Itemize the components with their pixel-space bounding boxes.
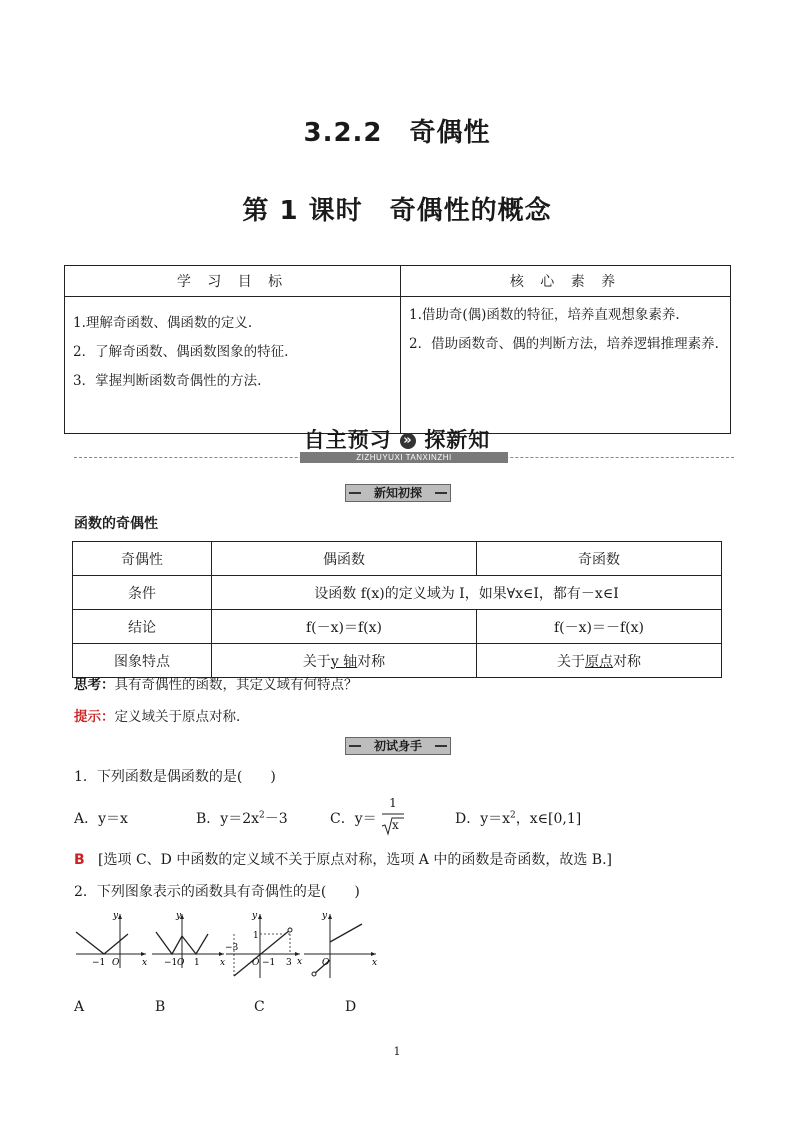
page-number: 1: [393, 1045, 401, 1058]
graph-d-open-point: [312, 972, 316, 976]
graph-b-tick-pos: 1: [194, 958, 200, 968]
graph-a: [74, 908, 152, 970]
tag-first-try: 初试身手: [345, 737, 451, 755]
conclusion-label: 结论: [73, 610, 212, 644]
condition-text: 设函数 f(x)的定义域为 I，如果∀x∈I，都有－x∈I: [212, 576, 722, 610]
think-text: 具有奇偶性的函数，其定义域有何特点？: [114, 677, 358, 693]
literacy-item: 2．借助函数奇、偶的判断方法，培养逻辑推理素养.: [409, 336, 719, 352]
graph-b-x-label: x: [220, 958, 226, 968]
graph-d: [302, 908, 380, 980]
q1-option-d: [455, 808, 581, 828]
q1-explanation: [选项 C、D 中函数的定义域不关于原点对称，选项 A 中的函数是奇函数，故选 B.]: [98, 852, 612, 868]
graph-a-origin: O: [112, 958, 120, 968]
q1-stem: 1．下列函数是偶函数的是( ): [74, 769, 276, 785]
q1-option-c-denominator: x: [392, 818, 399, 832]
q1-option-d-pre: D．y＝x: [455, 811, 511, 827]
graph-c-tick-1: 1: [253, 931, 259, 941]
graph-label-b: B: [155, 999, 166, 1015]
odd-feature-key: 原点: [585, 653, 613, 670]
feature-label: 图象特点: [73, 644, 212, 678]
hint-label: 提示：: [74, 709, 115, 725]
graph-c: [224, 908, 304, 980]
graph-b: [150, 908, 228, 970]
even-feature-key: y 轴: [330, 653, 358, 670]
banner-arrow-icon: »: [400, 433, 416, 449]
literacy-cell: [401, 297, 731, 434]
q1-option-d-post: ，x∈[0,1]: [515, 811, 582, 827]
even-feature-post: 对称: [357, 653, 386, 670]
q1-option-a: A．y＝x: [74, 811, 128, 827]
odd-conclusion: f(－x)＝－f(x): [477, 610, 722, 644]
graph-c-curve: [234, 930, 290, 976]
q1-option-b-pre: B．y＝2x: [196, 811, 259, 827]
hint-line: [74, 705, 240, 725]
objectives-header: 学 习 目 标: [65, 266, 401, 297]
q1-answer: B: [74, 852, 85, 868]
graph-c-x-label: x: [297, 957, 303, 967]
q1-option-d-sup: 2: [510, 810, 516, 821]
odd-feature-post: 对称: [613, 653, 641, 670]
graph-c-tick-neg1: −1: [262, 958, 276, 968]
q1-option-c-numerator: 1: [389, 796, 397, 810]
banner-title-sub: 探新知: [424, 428, 491, 452]
graph-c-origin: O: [252, 958, 260, 968]
parity-header-cell: 奇函数: [477, 542, 722, 576]
q2-stem: 2．下列图象表示的函数具有奇偶性的是( ): [74, 884, 360, 900]
graph-a-tick: −1: [92, 958, 106, 968]
parity-header-cell: 奇偶性: [73, 542, 212, 576]
literacy-item: 1.借助奇(偶)函数的特征，培养直观想象素养.: [409, 307, 680, 323]
graph-a-x-label: x: [142, 958, 148, 968]
graph-label-c: C: [254, 999, 265, 1015]
graph-d-x-label: x: [372, 958, 378, 968]
banner-title: [0, 424, 794, 454]
graph-label-a: A: [74, 999, 85, 1015]
graph-c-tick-3: 3: [286, 958, 292, 968]
graph-b-tick-neg: −1: [164, 958, 178, 968]
q1-option-b: [196, 808, 288, 828]
graph-c-tick-neg3: −3: [225, 943, 239, 953]
tag-new-knowledge: 新知初探: [345, 484, 451, 502]
q1-option-b-sup: 2: [259, 810, 265, 821]
graph-d-curve-right: [330, 924, 362, 942]
objective-item: 1.理解奇函数、偶函数的定义.: [73, 315, 253, 331]
banner-title-main: 自主预习: [303, 428, 392, 452]
graph-c-y-label: y: [252, 911, 258, 921]
objectives-cell: [65, 297, 401, 434]
q1-answer-line: [74, 849, 612, 869]
parity-header-cell: 偶函数: [212, 542, 477, 576]
section-title: 3.2.2 奇偶性: [303, 118, 491, 148]
graph-b-origin: O: [177, 958, 185, 968]
odd-feature: [477, 644, 722, 678]
even-feature-pre: 关于: [302, 653, 331, 670]
q1-option-c: C．y＝: [330, 811, 377, 827]
banner-pinyin: ZIZHUYUXI TANXINZHI: [300, 452, 508, 463]
graph-b-y-label: y: [176, 911, 182, 921]
parity-section-title: 函数的奇偶性: [74, 516, 158, 532]
odd-feature-pre: 关于: [557, 653, 585, 670]
graph-a-y-label: y: [113, 911, 119, 921]
graph-label-d: D: [345, 999, 357, 1015]
objective-item: 2．了解奇函数、偶函数图象的特征.: [73, 344, 289, 360]
literacy-header: 核 心 素 养: [401, 266, 731, 297]
objective-item: 3．掌握判断函数奇偶性的方法.: [73, 373, 262, 389]
q1-option-b-post: －3: [264, 811, 288, 827]
graph-d-y-label: y: [322, 911, 328, 921]
think-label: 思考：: [74, 677, 115, 693]
graph-c-open-point: [288, 928, 292, 932]
condition-label: 条件: [73, 576, 212, 610]
parity-table: [72, 541, 722, 678]
graph-d-origin: O: [322, 958, 330, 968]
think-line: [74, 673, 358, 693]
hint-text: 定义域关于原点对称.: [114, 709, 241, 725]
even-conclusion: f(－x)＝f(x): [212, 610, 477, 644]
lesson-title: 第 1 课时 奇偶性的概念: [242, 196, 552, 226]
objectives-table: [64, 265, 731, 434]
